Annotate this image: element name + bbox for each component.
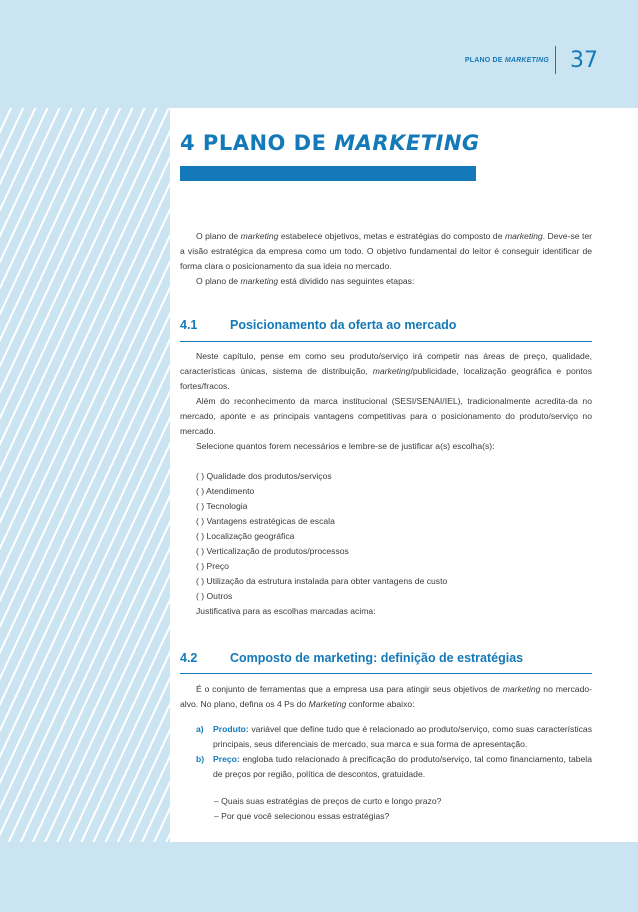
section-4-1-title: Posicionamento da oferta ao mercado — [230, 318, 457, 332]
checklist-item[interactable]: ( ) Tecnologia — [196, 501, 248, 511]
section-4-1-body — [180, 349, 592, 619]
justification-label: Justificativa para as escolhas marcadas acima: — [196, 606, 376, 616]
chapter-title-italic: MARKETING — [334, 131, 480, 155]
list-item — [180, 722, 592, 752]
running-title — [465, 57, 549, 64]
chapter-title-bar — [180, 166, 476, 181]
intro-paragraph-1: O plano de marketing estabelece objetivos, metas e estratégias do composto de marketing. Deve-se ter a visão estratégica da empresa como um todo. O objetivo fundamental do leitor é conseguir identificar de forma clara o posicionamento da sua ideia no mercado. — [180, 231, 592, 271]
positioning-checklist — [180, 469, 592, 604]
list-item-label: b) — [196, 754, 205, 764]
list-item-text: Produto: variável que define tudo que é relacionado ao produto/serviço, como suas características principais, seus diferenciais de mercado, sua marca e sua forma de apresentação. — [213, 724, 592, 749]
list-item-text: Preço: engloba tudo relacionado à precificação do produto/serviço, tal como financiamento, tabela de preços por região, política de descontos, gratuidade. — [213, 754, 592, 779]
header-separator — [555, 46, 556, 74]
list-item — [180, 752, 592, 782]
checklist-item[interactable]: ( ) Outros — [196, 591, 233, 601]
running-title-plain: PLANO DE — [464, 56, 505, 64]
checklist-item[interactable]: ( ) Utilização da estrutura instalada para obter vantagens de custo — [196, 576, 448, 586]
section-4-1-rule — [180, 341, 592, 342]
section-4-2-rule — [180, 673, 592, 674]
section-4-1-heading — [180, 318, 456, 332]
section-4-2-title: Composto de marketing: definição de estratégias — [230, 651, 524, 665]
section-4-2-body — [180, 682, 592, 824]
section-4-2-number: 4.2 — [180, 651, 198, 665]
decorative-stripes — [0, 108, 172, 912]
chapter-title-plain: 4 PLANO DE — [180, 131, 335, 155]
checklist-item[interactable]: ( ) Vantagens estratégicas de escala — [196, 516, 335, 526]
bottom-band — [0, 842, 638, 912]
section-4-2-paragraph-1: É o conjunto de ferramentas que a empresa usa para atingir seus objetivos de marketing no mercado-alvo. No plano, defina os 4 Ps do Marketing conforme abaixo: — [180, 684, 592, 709]
checklist-item[interactable]: ( ) Atendimento — [196, 486, 255, 496]
list-item-label: a) — [196, 724, 204, 734]
section-4-1-paragraph-2: Além do reconhecimento da marca institucional (SESI/SENAI/IEL), tradicionalmente acredita-da no mercado, aponte e as principais vantagens competitivas para o posicionamento do produto/serviço no mercado. — [180, 396, 592, 436]
checklist-item[interactable]: ( ) Preço — [196, 561, 229, 571]
section-4-1-number: 4.1 — [180, 318, 198, 332]
page-header — [465, 46, 598, 74]
section-4-2-heading — [180, 651, 523, 665]
intro-paragraph-2: O plano de marketing está dividido nas seguintes etapas: — [196, 276, 415, 286]
pricing-question-1: – Quais suas estratégias de preços de curto e longo prazo? — [214, 796, 442, 806]
four-ps-list — [180, 722, 592, 782]
section-4-1-paragraph-3: Selecione quantos forem necessários e lembre-se de justificar a(s) escolha(s): — [196, 441, 495, 451]
pricing-question-2: – Por que você selecionou essas estratégias? — [214, 811, 390, 821]
checklist-item[interactable]: ( ) Verticalização de produtos/processos — [196, 546, 349, 556]
section-4-1-paragraph-1: Neste capítulo, pense em como seu produto/serviço irá competir nas áreas de preço, qualidade, características únicas, sistema de distribuição, marketing/publicidade, localização geográfica e pontos fortes/fracos. — [180, 351, 592, 391]
chapter-title — [180, 131, 480, 155]
checklist-item[interactable]: ( ) Qualidade dos produtos/serviços — [196, 471, 332, 481]
checklist-item[interactable]: ( ) Localização geográfica — [196, 531, 295, 541]
page-number: 37 — [570, 47, 598, 73]
intro-text — [180, 229, 592, 289]
running-title-italic: MARKETING — [504, 56, 549, 64]
